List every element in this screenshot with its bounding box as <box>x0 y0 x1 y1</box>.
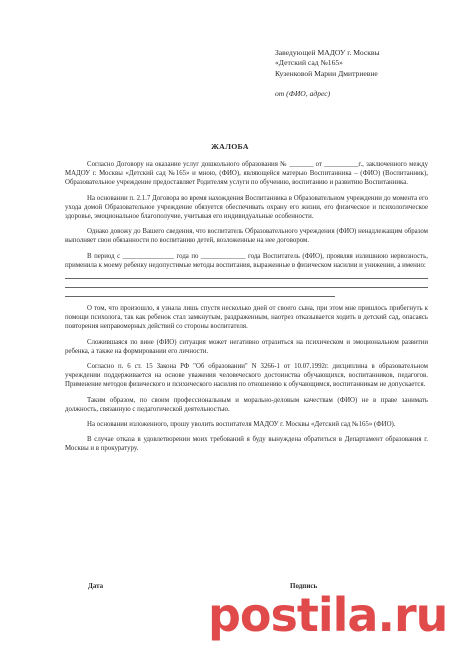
paragraph-law: Согласно п. 6 ст. 15 Закона РФ "Об образовании" N 3266-1 от 10.07.1992г. дисциплина в образовательном учреждении поддерживается на основе уважения человеческого достоинства обучающихся, воспитанников, педагогов. Применение методов физического и психического насилия по отношению к обучающимся, воспитанникам не допускается. <box>65 363 428 389</box>
addressee-line-2: «Детский сад №165» <box>275 58 343 68</box>
addressee-block <box>275 48 455 100</box>
addressee-line-3: Кузенковой Марии Дмитриевне <box>275 68 378 78</box>
paragraph-escalation: В случае отказа в удовлетворении моих требований я буду вынуждена обратиться в Департамент образования г. Москвы и в прокуратуру. <box>65 436 428 453</box>
postila-watermark <box>208 590 447 640</box>
paragraph-consequences: О том, что произошло, я узнала лишь спустя несколько дней от своего сына, при этом мне пришлось прибегнуть к помощи психолога, так как ребенок стал замкнутым, раздраженным, наотрез отказывается ходить в детский сад, опасаясь повторения неправомерных действий со стороны воспитателя. <box>65 305 428 331</box>
paragraph-contract: Согласно Договору на оказание услуг дошкольного образования № _______ от __________г., заключенного между МАДОУ г. Москвы «Детский сад №165» и мною, (ФИО), являющейся матерью Воспитанника – (ФИО) (Воспитанник), Образовательное учреждение предоставляет Родителям услуги по обучению, воспитанию и развитию Воспитанника. <box>65 161 428 187</box>
paragraph-development: Сложившаяся по вине (ФИО) ситуация может негативно отразиться на психическом и эмоциональном развитии ребенка, а также на формировании его личности. <box>65 338 428 355</box>
paragraph-conclusion: Таким образом, по своим профессиональным и морально-деловым качествам (ФИО) не в праве занимать должность, связанную с педагогической деятельностью. <box>65 396 428 413</box>
paragraph-notice: Однако довожу до Вашего сведения, что воспитатель Образовательного учреждения (ФИО) ненадлежащим образом выполняет свои обязанности по воспитанию детей, возложенные на нее договором. <box>65 228 428 245</box>
date-label: Дата <box>88 582 104 590</box>
document-body <box>65 160 428 460</box>
paragraph-incident: В период с _______________ года по _____________ года Воспитатель (ФИО), проявляя излишнюю нервозность, применила к моему ребенку недопустимые методы воспитания, выраженные в физическом насилии и унижении, а именно: <box>65 252 428 269</box>
blank-line <box>65 296 335 297</box>
document-title: ЖАЛОБА <box>211 142 249 151</box>
signature-label: Подпись <box>290 582 318 590</box>
watermark-text: postila.ru <box>208 588 448 642</box>
blank-line <box>65 278 428 279</box>
paragraph-obligations: На основании п. 2.1.7 Договора во время нахождения Воспитанника в Образовательном учреждении до момента его ухода домой Образовательное учреждение обязуется обеспечивать охрану его жизни, его физическое и психологическое здоровье, эмоциональное благополучие, учитывая его индивидуальные особенности. <box>65 194 428 221</box>
blank-line <box>65 287 428 288</box>
blank-lines <box>65 278 428 297</box>
paragraph-request: На основании изложенного, прошу уволить воспитателя МАДОУ г. Москвы «Детский сад №165» (ФИО). <box>87 421 396 429</box>
sender-placeholder: от (ФИО, адрес) <box>275 89 331 99</box>
addressee-line-1: Заведующей МАДОУ г. Москвы <box>275 48 380 57</box>
